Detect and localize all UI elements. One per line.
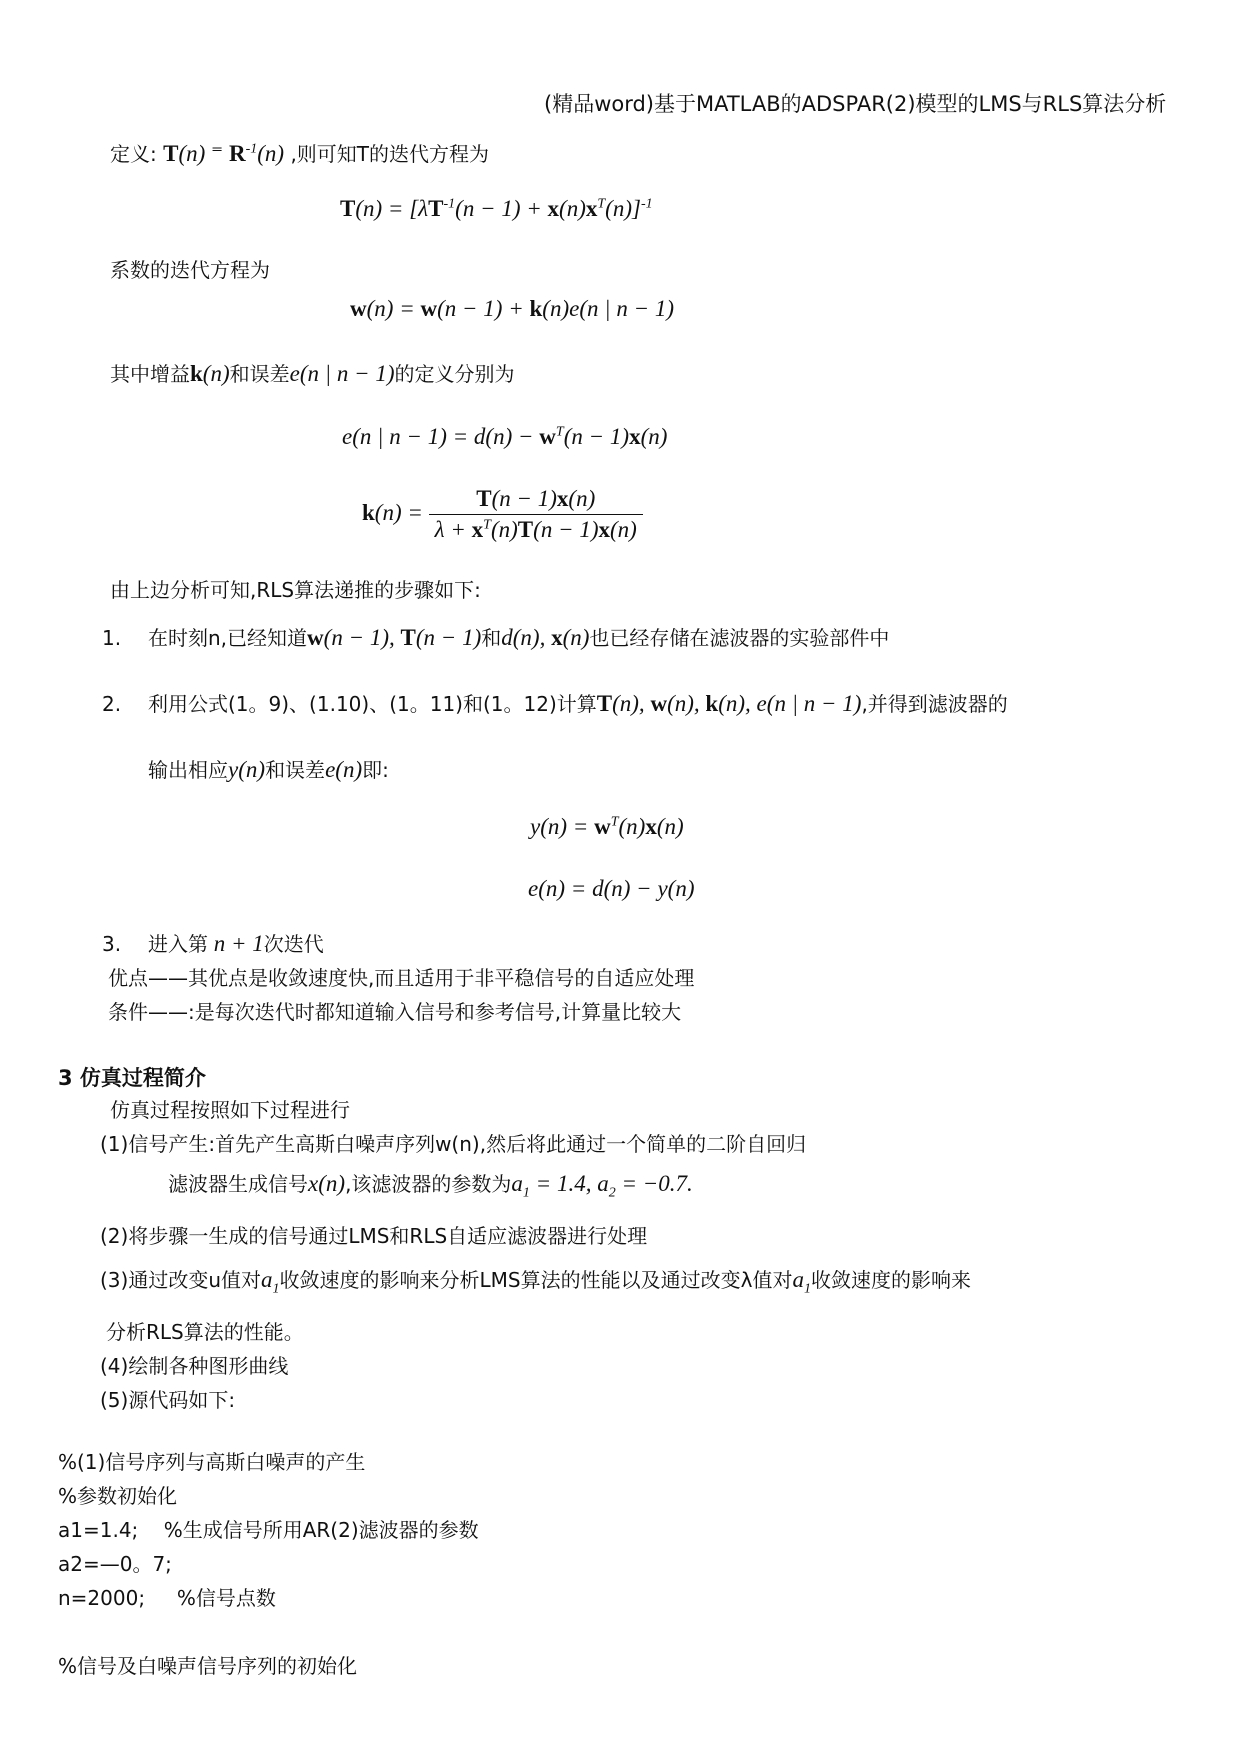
gain-definition-line [110,358,515,387]
sim-step-1-text-b: ,该滤波器的参数为 [345,1172,512,1196]
a1-symbol-first: $a_1$ [261,1267,280,1297]
gain-tail: 的定义分别为 [394,362,515,386]
section-3-heading: 3 仿真过程简介 [58,1066,206,1090]
step-3-text-a: 进入第 [148,932,208,956]
step-2-formula: T(n), w(n), k(n), e(n | n − 1) [596,691,862,716]
gain-fraction: $\frac{T(n - 1)x(n)}{\lambda + x^T(n)T(n - 1)x(n)}$ [429,486,643,543]
document-header: (精品word)基于MATLAB的ADSPAR(2)模型的LMS与RLS算法分析 [544,92,1167,116]
gain-lead: 其中增益 [110,362,190,386]
a1-symbol-second: $a_1$ [792,1267,811,1297]
step-2-continued [148,754,389,783]
output-symbol: y(n) [228,757,266,782]
sim-intro: 仿真过程按照如下过程进行 [110,1098,350,1122]
code-line-3: a1=1.4; %生成信号所用AR(2)滤波器的参数 [58,1518,479,1542]
signal-symbol: x(n) [308,1171,346,1196]
cons-line: 条件——:是每次迭代时都知道输入信号和参考信号,计算量比较大 [108,1000,682,1024]
code-line-4: a2=—0。7; [58,1552,172,1576]
sim-step-1-continued [168,1168,693,1202]
error-symbol: e(n | n − 1) [289,361,395,386]
error-output-symbol: e(n) [325,757,363,782]
code-line-5: n=2000; %信号点数 [58,1586,276,1610]
equation-w-iteration: w(n) = w(n − 1) + k(n)e(n | n − 1) [350,296,675,321]
sim-step-3-continued: 分析RLS算法的性能。 [106,1320,304,1344]
code-line-1: %(1)信号序列与高斯白噪声的产生 [58,1450,366,1474]
coef-iteration-label: 系数的迭代方程为 [110,258,270,282]
sim-step-5: (5)源代码如下: [100,1388,236,1412]
sim-step-3-text-a: (3)通过改变u值对 [100,1268,262,1292]
step-2-number: 2. [102,692,122,716]
gain-symbol: k(n) [190,361,230,386]
pros-line: 优点——其优点是收敛速度快,而且适用于非平稳信号的自适应处理 [108,966,695,990]
code-line-6: %信号及白噪声信号序列的初始化 [58,1654,358,1678]
step-1-number: 1. [102,626,122,650]
step-1-text-a: 在时刻n,已经知道 [148,626,308,650]
sim-step-4: (4)绘制各种图形曲线 [100,1354,289,1378]
step-2-text-e: 即: [362,758,389,782]
step-3-formula: n + 1 [213,931,264,956]
steps-intro: 由上边分析可知,RLS算法递推的步骤如下: [110,578,481,602]
step-2-text-b: ,并得到滤波器的 [861,692,1008,716]
step-1 [102,622,889,651]
gain-mid: 和误差 [229,362,290,386]
ar-params-formula: $a_1 = 1.4$, $a_2 = -0.7$. [511,1171,693,1201]
step-2 [102,688,1008,717]
equation-t-iteration: $T(n) = [\lambda T^{-1}(n - 1) + x(n)x^T(n)]^{-1}$ [340,196,653,221]
definition-formula: T(n) ⁼ $R^{-1}(n)$ [163,141,285,166]
sim-step-3-text-b: 收敛速度的影响来分析LMS算法的性能以及通过改变λ值对 [279,1268,793,1292]
step-1-text-b: 和 [481,626,502,650]
step-3-text-b: 次迭代 [263,932,324,956]
definition-tail: ,则可知T的迭代方程为 [290,142,490,166]
sim-step-3 [100,1264,971,1298]
sim-step-2: (2)将步骤一生成的信号通过LMS和RLS自适应滤波器进行处理 [100,1224,648,1248]
definition-line [110,138,489,167]
sim-step-1-text-a: 滤波器生成信号 [168,1172,308,1196]
step-2-text-d: 和误差 [265,758,326,782]
equation-output: $y(n) = w^T(n)x(n)$ [530,814,684,839]
equation-output-error: e(n) = d(n) − y(n) [528,876,695,901]
code-line-2: %参数初始化 [58,1484,178,1508]
equation-error: e(n | $n - 1) = d(n) - w^T(n - 1)x(n)$ [342,424,668,449]
step-2-text-c: 输出相应 [148,758,228,782]
step-1-formula-a: w(n − 1), T(n − 1) [307,625,482,650]
equation-gain: k(n) = $\frac{T(n - 1)x(n)}{\lambda + x^T(n)T(n - 1)x(n)}$ [362,486,643,543]
definition-lead: 定义: [110,142,157,166]
step-2-text-a: 利用公式(1。9)、(1.10)、(1。11)和(1。12)计算 [148,692,597,716]
step-3-number: 3. [102,932,122,956]
step-3 [102,928,324,957]
step-1-text-c: 也已经存储在滤波器的实验部件中 [589,626,890,650]
sim-step-1: (1)信号产生:首先产生高斯白噪声序列w(n),然后将此通过一个简单的二阶自回归 [100,1132,807,1156]
sim-step-3-text-c: 收敛速度的影响来 [810,1268,971,1292]
step-1-formula-b: d(n), x(n) [501,625,590,650]
